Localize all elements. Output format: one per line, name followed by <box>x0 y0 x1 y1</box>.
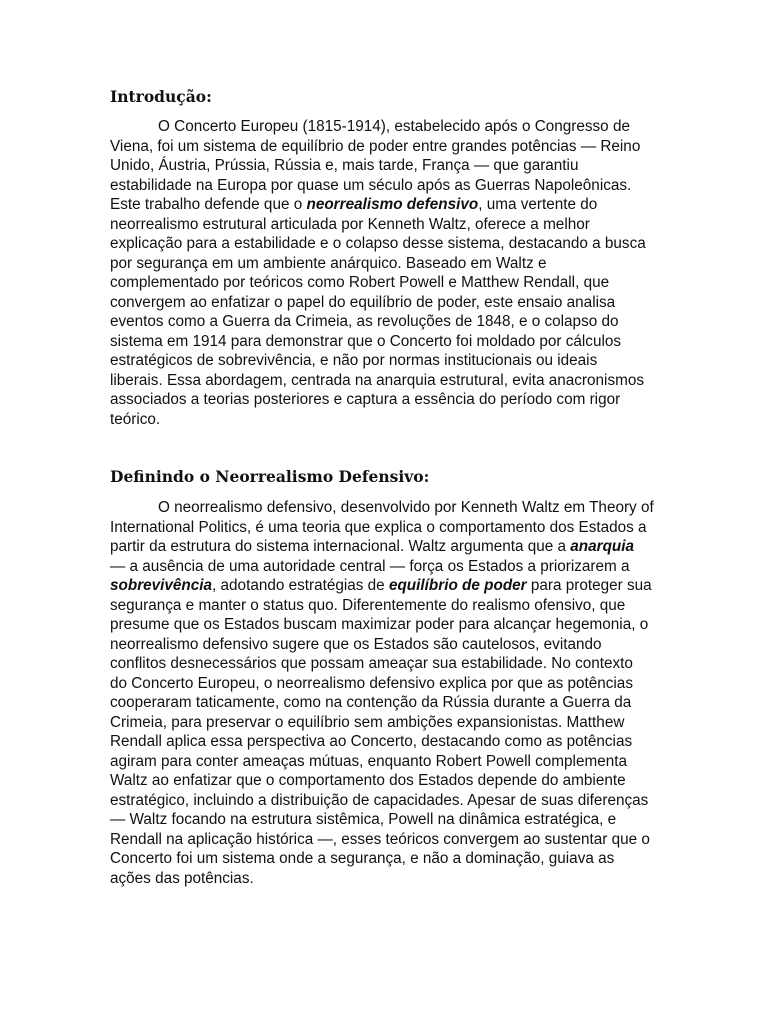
text-run: para proteger sua <box>526 577 652 594</box>
emphasized-term: equilíbrio de poder <box>388 577 527 594</box>
text-run: — a ausência de uma autoridade central — força os Estados a priorizarem a <box>110 557 630 575</box>
text-run: Unido, Áustria, Prússia, Rússia e, mais tarde, França — que garantiu <box>110 157 579 174</box>
text-line <box>110 654 670 674</box>
text-line <box>110 674 670 694</box>
text-line <box>110 518 670 538</box>
section-heading-introducao: Introdução: <box>110 87 212 106</box>
text-run: Viena, foi um sistema de equilíbrio de poder entre grandes potências — Reino <box>110 137 641 155</box>
text-line <box>110 215 670 235</box>
text-line <box>110 117 670 137</box>
text-line <box>110 537 670 557</box>
text-line <box>110 498 670 518</box>
text-run: cooperaram taticamente, como na contenção da Rússia durante a Guerra da <box>110 694 632 711</box>
text-run: estratégico, incluindo a distribuição de capacidades. Apesar de suas diferenças <box>110 791 649 809</box>
text-line <box>110 332 670 352</box>
text-run: liberais. Essa abordagem, centrada na anarquia estrutural, evita anacronismos <box>110 371 644 389</box>
text-line <box>110 713 670 733</box>
text-run: — Waltz focando na estrutura sistêmica, Powell na dinâmica estratégica, e <box>110 811 617 828</box>
text-line <box>110 312 670 332</box>
text-run: explicação para a estabilidade e o colapso desse sistema, destacando a busca <box>110 235 646 252</box>
text-line <box>110 390 670 410</box>
text-line <box>110 791 670 811</box>
text-run: sistema em 1914 para demonstrar que o Concerto foi moldado por cálculos <box>110 332 622 350</box>
text-line <box>110 410 670 430</box>
text-run: partir da estrutura do sistema internacional. Waltz argumenta que a <box>110 538 571 555</box>
text-line <box>110 810 670 830</box>
text-run: O neorrealismo defensivo, desenvolvido por Kenneth Waltz em Theory of <box>158 499 654 516</box>
emphasized-term: neorrealismo defensivo <box>306 196 479 213</box>
text-line <box>110 176 670 196</box>
text-line <box>110 693 670 713</box>
section-body-introducao <box>110 117 670 429</box>
text-run: Rendall aplica essa perspectiva ao Concerto, destacando como as potências <box>110 733 633 750</box>
text-run: eventos como a Guerra da Crimeia, as revoluções de 1848, e o colapso do <box>110 313 619 330</box>
text-line <box>110 557 670 577</box>
text-run: , adotando estratégias de <box>212 577 389 594</box>
text-run: Este trabalho defende que o <box>110 196 307 213</box>
text-line <box>110 254 670 274</box>
section-body-neorrealismo-defensivo <box>110 498 670 888</box>
text-line <box>110 273 670 293</box>
text-line <box>110 156 670 176</box>
text-line <box>110 849 670 869</box>
text-run: neorrealismo estrutural articulada por Kenneth Waltz, oferece a melhor <box>110 215 590 233</box>
emphasized-term: sobrevivência <box>110 577 213 594</box>
section-heading-neorrealismo-defensivo: Definindo o Neorrealismo Defensivo: <box>110 467 430 486</box>
text-run: do Concerto Europeu, o neorrealismo defensivo explica por que as potências <box>110 674 633 692</box>
text-line <box>110 195 670 215</box>
text-line <box>110 137 670 157</box>
text-run: neorrealismo defensivo sugere que os Estados são cautelosos, evitando <box>110 635 602 653</box>
text-run: complementado por teóricos como Robert Powell e Matthew Rendall, que <box>110 274 610 291</box>
text-run: Waltz ao enfatizar que o comportamento dos Estados depende do ambiente <box>110 772 626 789</box>
text-line <box>110 615 670 635</box>
text-run: presume que os Estados buscam maximizar poder para alcançar hegemonia, o <box>110 616 649 633</box>
emphasized-term: anarquia <box>570 538 635 555</box>
text-run: , uma vertente do <box>478 196 598 213</box>
text-run: associados a teorias posteriores e captura a essência do período com rigor <box>110 391 621 408</box>
text-line <box>110 293 670 313</box>
text-line <box>110 635 670 655</box>
text-run: Rendall na aplicação histórica —, esses teóricos convergem ao sustentar que o <box>110 830 650 848</box>
text-line <box>110 732 670 752</box>
text-run: convergem ao enfatizar o papel do equilíbrio de poder, este ensaio analisa <box>110 293 616 311</box>
text-run: Crimeia, para preservar o equilíbrio sem ambições expansionistas. Matthew <box>110 713 625 731</box>
text-run: ações das potências. <box>110 869 254 887</box>
text-run: por segurança em um ambiente anárquico. Baseado em Waltz e <box>110 254 547 272</box>
text-line <box>110 371 670 391</box>
text-line <box>110 830 670 850</box>
text-run: estabilidade na Europa por quase um século após as Guerras Napoleônicas. <box>110 176 632 194</box>
text-line <box>110 351 670 371</box>
text-run: segurança e manter o status quo. Diferentemente do realismo ofensivo, que <box>110 596 626 614</box>
text-run: O Concerto Europeu (1815-1914), estabelecido após o Congresso de <box>158 118 630 135</box>
text-run: agiram para conter ameaças mútuas, enquanto Robert Powell complementa <box>110 752 627 770</box>
text-run: Concerto foi um sistema onde a segurança, e não a dominação, guiava as <box>110 850 615 867</box>
text-line <box>110 869 670 889</box>
text-line <box>110 596 670 616</box>
text-run: teórico. <box>110 410 161 428</box>
text-run: International Politics, é uma teoria que explica o comportamento dos Estados a <box>110 518 647 536</box>
text-line <box>110 771 670 791</box>
text-line <box>110 576 670 596</box>
text-line <box>110 752 670 772</box>
text-line <box>110 234 670 254</box>
text-run: estratégicos de sobrevivência, e não por normas institucionais ou ideais <box>110 352 598 369</box>
text-run: conflitos desnecessários que possam ameaçar sua estabilidade. No contexto <box>110 655 633 672</box>
